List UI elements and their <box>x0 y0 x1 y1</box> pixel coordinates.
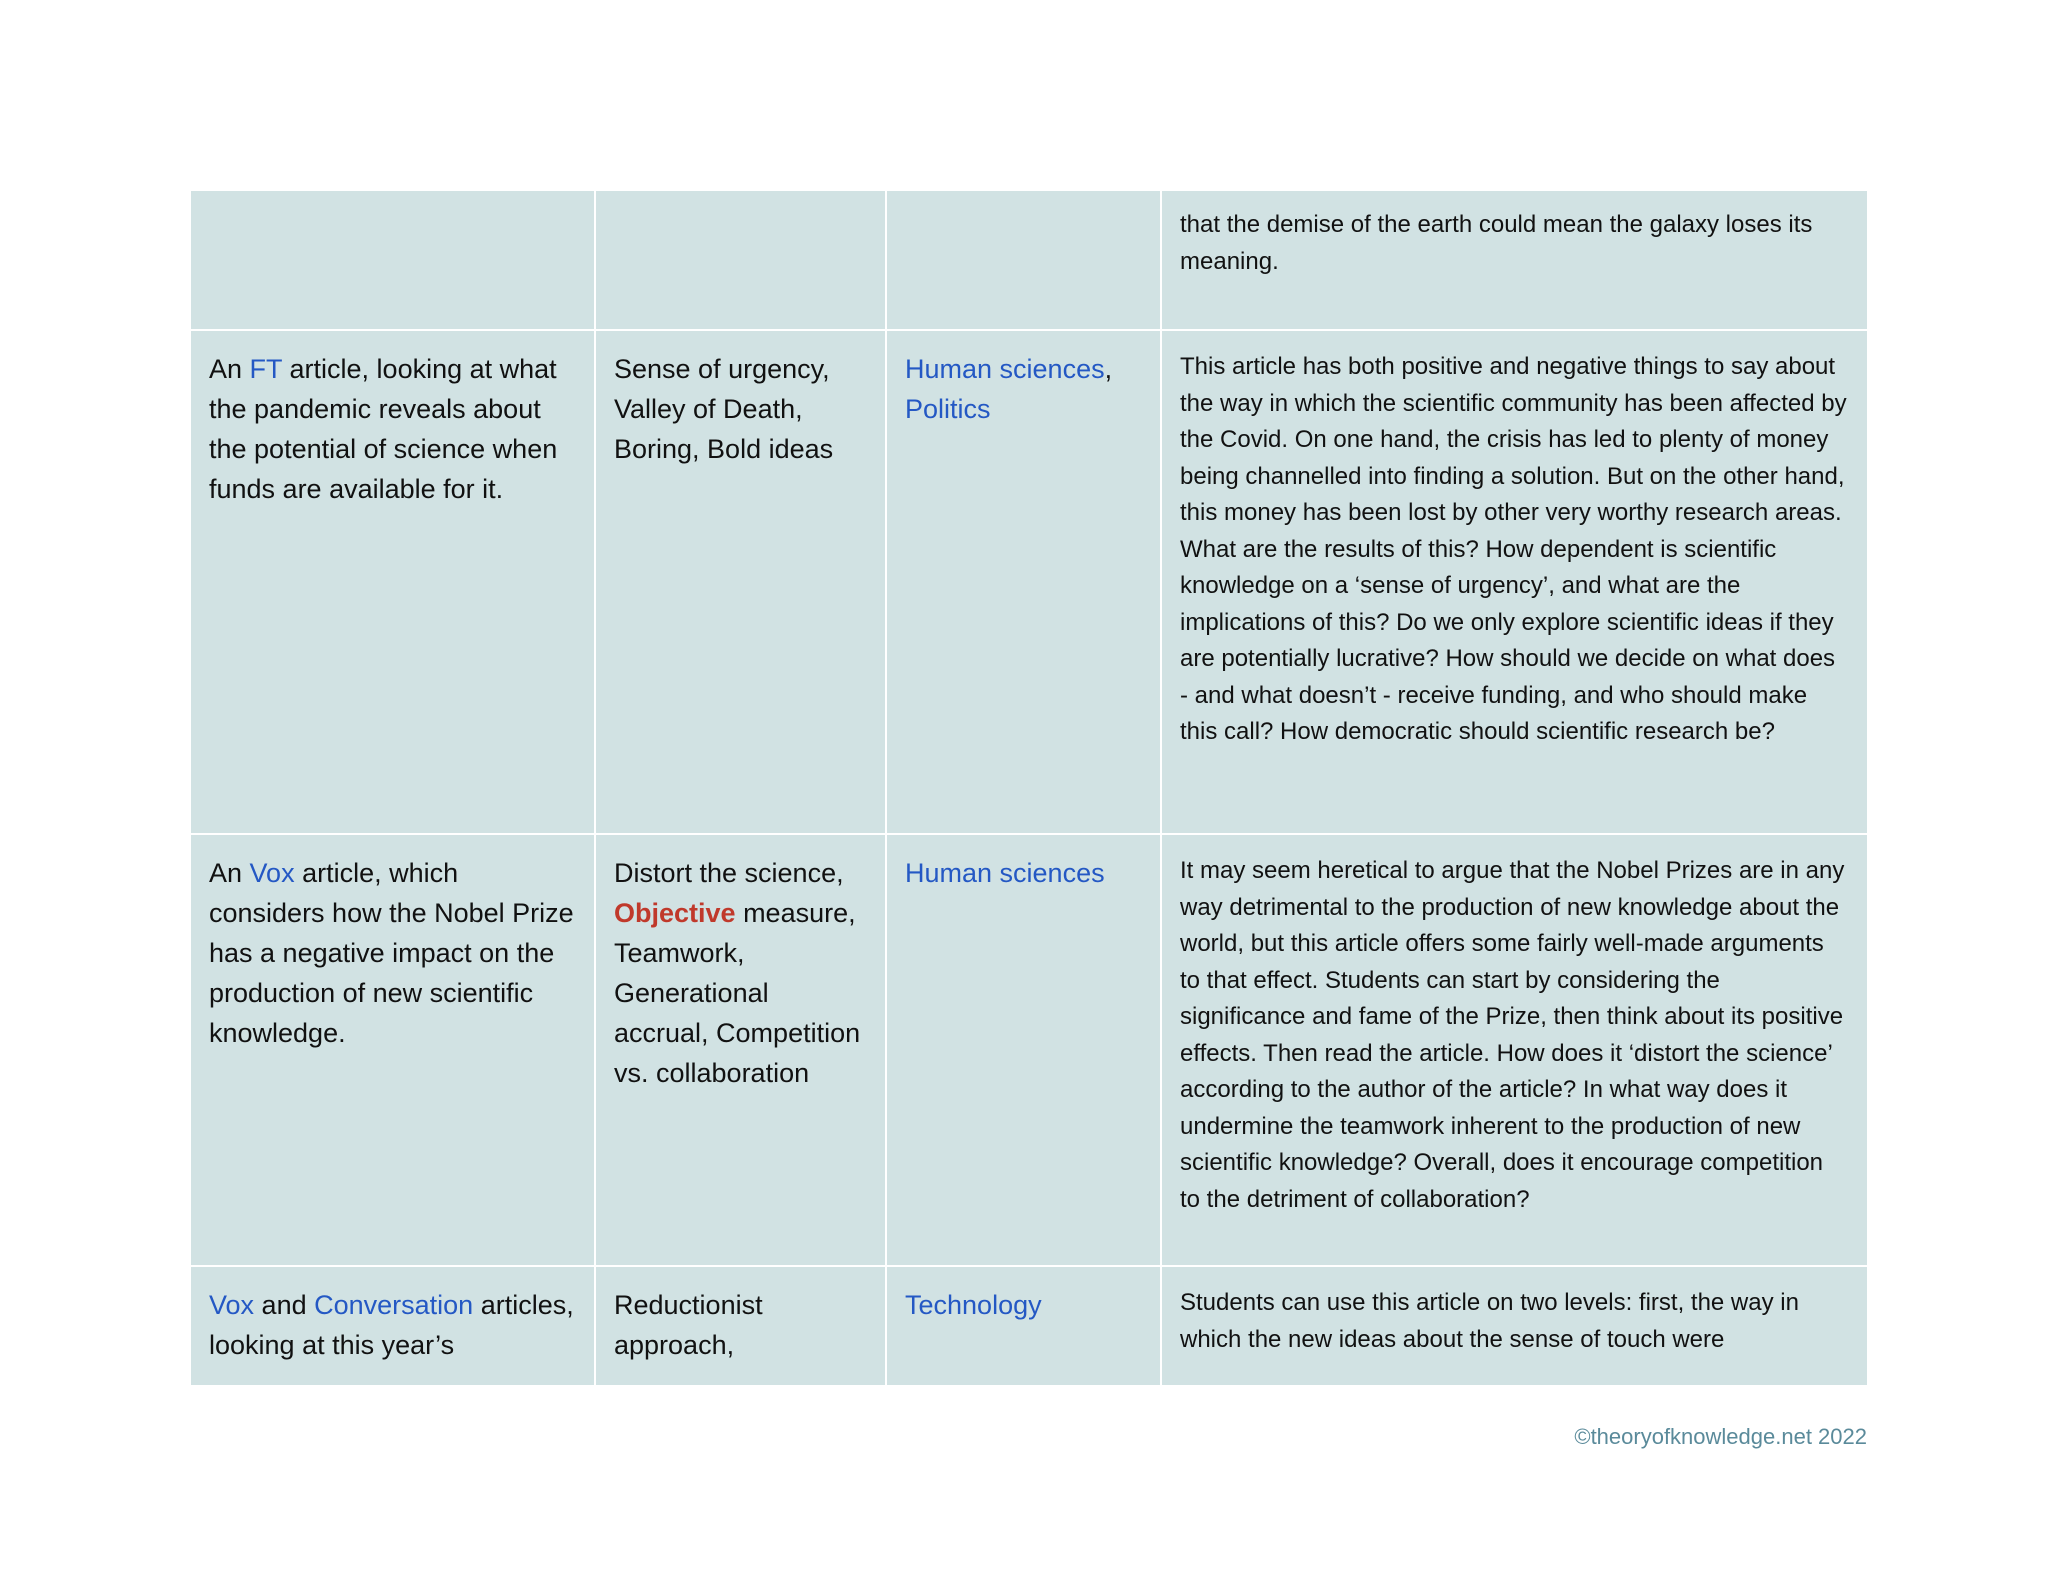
source-suffix: articles, looking at this year’s <box>209 1290 574 1360</box>
table-row <box>190 190 1868 330</box>
source-link-vox[interactable]: Vox <box>249 858 295 888</box>
concepts-cell <box>595 330 886 834</box>
concepts-cell <box>595 190 886 330</box>
source-cell <box>190 330 595 834</box>
description-text: that the demise of the earth could mean the galaxy loses its meaning. <box>1180 211 1813 275</box>
concepts-after: measure, Teamwork, Generational accrual, Competition vs. collaboration <box>614 898 861 1088</box>
concepts-highlight: Objective <box>614 898 736 928</box>
source-prefix: An <box>209 858 250 888</box>
aok-separator: , <box>1104 354 1113 384</box>
aok-cell <box>886 190 1161 330</box>
aok-cell <box>886 834 1161 1266</box>
aok-link-human-sciences[interactable]: Human sciences <box>905 858 1105 888</box>
aok-link-politics[interactable]: Politics <box>905 394 991 424</box>
description-cell <box>1161 1266 1868 1386</box>
description-cell <box>1161 190 1868 330</box>
description-text: This article has both positive and negative things to say about the way in which the scientific community has been affected by the Covid. On one hand, the crisis has led to plenty of money being channelled into finding a solution. But on the other hand, this money has been lost by other very worthy research areas. What are the results of this? How dependent is scientific knowledge on a ‘sense of urgency’, and what are the implications of this? Do we only explore scientific ideas if they are potentially lucrative? How should we decide on what does - and what doesn’t - receive funding, and who should make this call? How democratic should scientific research be? <box>1180 353 1847 745</box>
copyright-footer: ©theoryofknowledge.net 2022 <box>1574 1424 1867 1449</box>
aok-cell <box>886 1266 1161 1386</box>
table-row <box>190 1266 1868 1386</box>
source-cell <box>190 190 595 330</box>
concepts-text: Reductionist approach, <box>614 1290 763 1360</box>
description-cell <box>1161 330 1868 834</box>
source-cell <box>190 834 595 1266</box>
source-cell <box>190 1266 595 1386</box>
aok-link-human-sciences[interactable]: Human sciences <box>905 354 1105 384</box>
source-suffix: article, which considers how the Nobel Prize has a negative impact on the production of new scientific knowledge. <box>209 858 574 1048</box>
source-suffix: article, looking at what the pandemic reveals about the potential of science when funds are available for it. <box>209 354 558 504</box>
concepts-text: Sense of urgency, Valley of Death, Boring, Bold ideas <box>614 354 834 464</box>
resource-table <box>189 189 1869 1387</box>
aok-cell <box>886 330 1161 834</box>
source-link-vox[interactable]: Vox <box>209 1290 255 1320</box>
aok-link-technology[interactable]: Technology <box>905 1290 1042 1320</box>
description-text: Students can use this article on two levels: first, the way in which the new ideas about the sense of touch were <box>1180 1289 1799 1353</box>
concepts-cell <box>595 1266 886 1386</box>
table-row <box>190 834 1868 1266</box>
table-row <box>190 330 1868 834</box>
description-text: It may seem heretical to argue that the Nobel Prizes are in any way detrimental to the production of new knowledge about the world, but this article offers some fairly well-made arguments to that effect. Students can start by considering the significance and fame of the Prize, then think about its positive effects. Then read the article. How does it ‘distort the science’ according to the author of the article? In what way does it undermine the teamwork inherent to the production of new scientific knowledge? Overall, does it encourage competition to the detriment of collaboration? <box>1180 857 1845 1213</box>
concepts-before: Distort the science, <box>614 858 844 888</box>
concepts-cell <box>595 834 886 1266</box>
source-link-ft[interactable]: FT <box>249 354 283 384</box>
source-link-conversation[interactable]: Conversation <box>314 1290 474 1320</box>
description-cell <box>1161 834 1868 1266</box>
source-middle: and <box>254 1290 315 1320</box>
source-prefix: An <box>209 354 250 384</box>
